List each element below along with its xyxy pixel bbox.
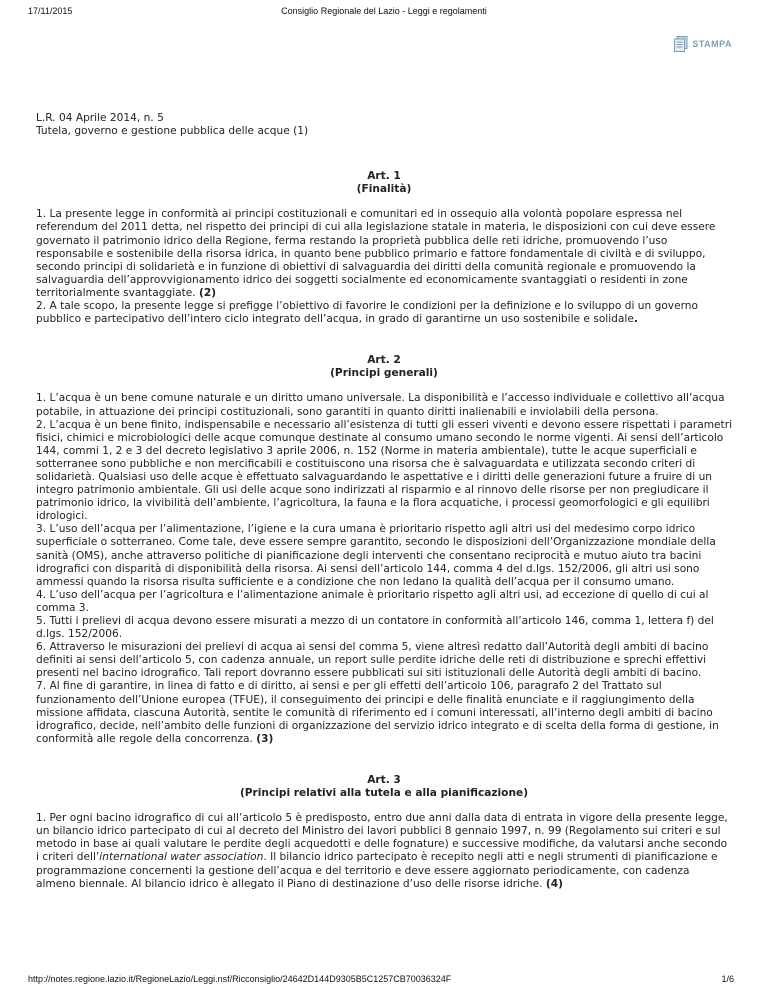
article-paragraph: 6. Attraverso le misurazioni dei prelievi di acqua ai sensi del comma 5, viene altresì redatto dall’Autorità degli ambiti di bacino definiti ai sensi dell’articolo 5, con cadenza annuale, un report sulle perdite idriche delle reti di distribuzione e sprechi effettivi presenti nel bacino idrografico. Tali report dovranno essere pubblicati sui siti istituzionali delle Autorità degli ambiti di bacino.: [36, 641, 709, 680]
print-label: STAMPA: [692, 39, 732, 49]
page-number: 1/6: [721, 974, 734, 984]
article-paragraph: 2. A tale scopo, la presente legge si prefigge l’obiettivo di favorire le condizioni per la definizione e lo sviluppo di un governo pubblico e partecipativo dell’intero ciclo integrato dell’acqua, in grado di garantirne un uso sostenibile e solidale.: [36, 300, 698, 326]
law-subtitle: Tutela, governo e gestione pubblica delle acque (1): [36, 125, 309, 138]
article-1: [36, 170, 732, 326]
article-paragraph: 4. L’uso dell’acqua per l’agricoltura e l’alimentazione animale è prioritario rispetto agli altri usi, ad eccezione di quello di cui al comma 3.: [36, 588, 709, 614]
law-content: [36, 112, 732, 919]
article-heading: [36, 354, 732, 380]
law-header: [36, 112, 732, 138]
print-button[interactable]: [674, 36, 732, 52]
footnote-ref: .: [633, 313, 638, 326]
article-paragraph: 7. Al fine di garantire, in linea di fatto e di diritto, ai sensi e per gli effetti dell’articolo 106, paragrafo 2 del Trattato sul funzionamento dell’Unione europea (TFUE), il conseguimento dei principi e delle finalità enunciate e il raggiungimento della missione affidata, ciascuna Autorità, sentite le comunità di riferimento ed i comuni interessati, all’interno degli ambiti di bacino idrografico, decide, nell’ambito delle funzioni di organizzazione del servizio idrico integrato e di scelta della forma di gestione, in conformità alle regole della concorrenza. (3): [36, 680, 719, 745]
article-paragraph: 1. L’acqua è un bene comune naturale e un diritto umano universale. La disponibilità e l’accesso individuale e collettivo all’acqua potabile, in attuazione dei principi costituzionali, sono garantiti in quanto diritti inalienabili e inviolabili della persona.: [36, 392, 725, 418]
article-paragraph: 5. Tutti i prelievi di acqua devono essere misurati a mezzo di un contatore in conformità all’articolo 146, comma 1, lettera f) del d.lgs. 152/2006.: [36, 615, 714, 641]
article-number: Art. 3: [367, 773, 401, 786]
law-reference: L.R. 04 Aprile 2014, n. 5: [36, 112, 164, 124]
article-paragraph: 1. Per ogni bacino idrografico di cui all’articolo 5 è predisposto, entro due anni dalla data di entrata in vigore della presente legge, un bilancio idrico partecipato di cui al decreto del Ministro dei lavori pubblici 8 gennaio 1997, n. 99 (Regolamento sui criteri e sul metodo in base ai quali valutare le perdite degli acquedotti e delle fognature) e successive modifiche, da valutarsi anche secondo i criteri dell’international water association. Il bilancio idrico partecipato è recepito negli atti e negli strumenti di pianificazione e programmazione concernenti la gestione dell’acqua e del territorio e deve essere aggiornato periodicamente, con cadenza almeno biennale. Al bilancio idrico è allegato il Piano di destinazione d’uso delle risorse idriche. (4): [36, 812, 728, 890]
print-date: 17/11/2015: [28, 6, 73, 16]
footnote-ref: (2): [199, 286, 217, 299]
article-heading: [36, 774, 732, 800]
italic-term: international water association: [99, 851, 264, 864]
article-title: (Principi relativi alla tutela e alla pianificazione): [239, 787, 529, 800]
article-paragraph: 1. La presente legge in conformità ai principi costituzionali e comunitari ed in ossequio alla volontà popolare espressa nel referendum del 2011 detta, nel rispetto dei principi di cui alla legislazione statale in materia, le disposizioni con cui deve essere governato il patrimonio idrico della Regione, ferma restando la proprietà pubblica delle reti idriche, promuovendo l’uso responsabile e sostenibile della risorsa idrica, in quanto bene pubblico primario e fattore fondamentale di civiltà e di sviluppo, secondo principi di solidarietà e in funzione di obiettivi di salvaguardia dei diritti della comunità regionale e promuovendo la salvaguardia dell’approvvigionamento idrico dei soggetti socialmente ed economicamente svantaggiati o residenti in zone territorialmente svantaggiate. (2): [36, 208, 716, 299]
article-paragraph: 2. L’acqua è un bene finito, indispensabile e necessario all’esistenza di tutti gli esseri viventi e devono essere rispettati i parametri fisici, chimici e microbiologici delle acque comunque destinate al consumo umano secondo le norme vigenti. Ai sensi dell’articolo 144, commi 1, 2 e 3 del decreto legislativo 3 aprile 2006, n. 152 (Norme in materia ambientale), tutte le acque superficiali e sotterranee sono pubbliche e non mercificabili e costituiscono una risorsa che è salvaguardata e utilizzata secondo criteri di solidarietà. Qualsiasi uso delle acque è effettuato salvaguardando le aspettative e i diritti delle generazioni future a fruire di un integro patrimonio ambientale. Gli usi delle acque sono indirizzati al risparmio e al rinnovo delle risorse per non pregiudicare il patrimonio idrico, la vivibilità dell’ambiente, l’agricoltura, la fauna e la flora acquatiche, i processi geomorfologici e gli equilibri idrologici.: [36, 418, 733, 523]
printer-icon: [674, 36, 688, 52]
article-number: Art. 2: [367, 354, 401, 367]
articles-list: [36, 170, 732, 891]
footnote-ref: (3): [256, 732, 274, 745]
article-title: (Principi generali): [330, 367, 438, 380]
print-header: [0, 0, 768, 20]
article-2: [36, 354, 732, 746]
article-number: Art. 1: [367, 170, 401, 183]
page-url: http://notes.regione.lazio.it/RegioneLazio/Leggi.nsf/Ricconsiglio/24642D144D9305B5C1257CB70036324F: [28, 974, 452, 984]
print-title: Consiglio Regionale del Lazio - Leggi e regolamenti: [281, 6, 487, 16]
print-footer: [28, 974, 740, 988]
footnote-ref: (4): [545, 877, 563, 890]
article-3: [36, 774, 732, 891]
article-paragraph: 3. L’uso dell’acqua per l’alimentazione, l’igiene e la cura umana è prioritario rispetto agli altri usi del medesimo corpo idrico superficiale o sotterraneo. Come tale, deve essere sempre garantito, secondo le disposizioni dell’Organizzazione mondiale della sanità (OMS), anche attraverso politiche di pianificazione degli interventi che consentano reciprocità e mutuo aiuto tra bacini idrografici con disparità di disponibilità della risorsa. Ai sensi dell’articolo 144, comma 4 del d.lgs. 152/2006, gli altri usi sono ammessi quando la risorsa risulta sufficiente e a condizione che non ledano la qualità dell’acqua per il consumo umano.: [36, 523, 716, 588]
article-heading: [36, 170, 732, 196]
article-title: (Finalità): [356, 183, 412, 196]
